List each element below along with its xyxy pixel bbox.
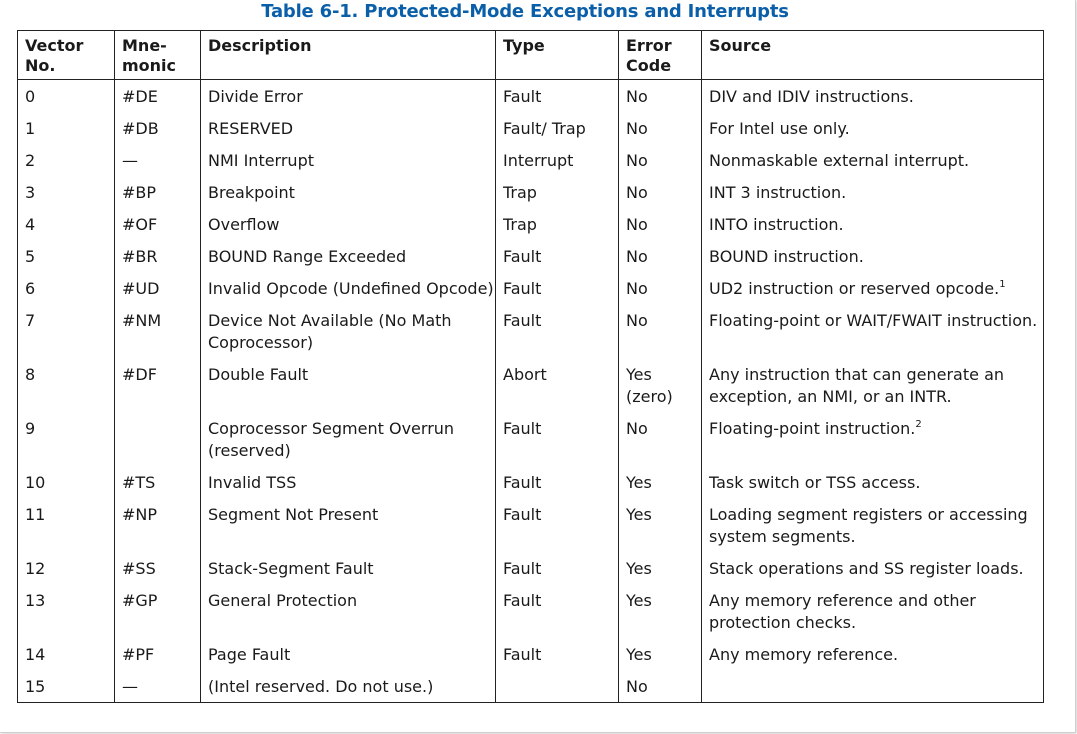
description-cell-text: Divide Error: [208, 87, 303, 106]
mnemonic-cell-text: #DB: [122, 119, 159, 138]
mnemonic-cell: [115, 208, 201, 240]
source-cell-text: Stack operations and SS register loads.: [709, 559, 1024, 578]
source-cell: [702, 638, 1044, 670]
vector-cell: [18, 144, 115, 176]
footnote-marker: 2: [915, 419, 922, 430]
type-cell-text: Fault: [503, 311, 542, 330]
vector-cell: [18, 638, 115, 670]
source-cell-text: For Intel use only.: [709, 119, 850, 138]
table-title: Table 6-1. Protected-Mode Exceptions and Interrupts: [261, 1, 789, 22]
type-cell-text: Fault/ Trap: [503, 119, 586, 138]
vector-cell-text: 12: [25, 559, 46, 578]
table-row: [18, 272, 1044, 304]
mnemonic-cell: [115, 412, 201, 466]
source-cell: [702, 412, 1044, 466]
source-cell: [702, 670, 1044, 703]
description-cell-text: Overflow: [208, 215, 280, 234]
type-cell-text: Fault: [503, 591, 542, 610]
description-cell: [201, 176, 496, 208]
table-row: [18, 412, 1044, 466]
source-cell: [702, 112, 1044, 144]
vector-cell: [18, 272, 115, 304]
source-cell-text: Any instruction that can generate an exception, an NMI, or an INTR.: [709, 365, 1005, 406]
description-cell-text: Page Fault: [208, 645, 291, 664]
error-code-cell: [619, 498, 702, 552]
description-cell-text: Stack-Segment Fault: [208, 559, 374, 578]
description-cell: [201, 358, 496, 412]
vector-cell-text: 2: [25, 151, 36, 170]
description-cell-text: NMI Interrupt: [208, 151, 314, 170]
description-cell-text: Double Fault: [208, 365, 309, 384]
error-code-cell-text: Yes (zero): [626, 365, 673, 406]
description-cell-text: Device Not Available (No Math Coprocessor): [208, 311, 452, 352]
error-code-cell-text: No: [626, 119, 648, 138]
error-code-cell: [619, 466, 702, 498]
header-error-code: Error Code: [619, 31, 702, 80]
source-cell-text: Task switch or TSS access.: [709, 473, 921, 492]
source-cell-text: INT 3 instruction.: [709, 183, 847, 202]
header-mnemonic: Mne- monic: [115, 31, 201, 80]
vector-cell: [18, 670, 115, 703]
mnemonic-cell: [115, 584, 201, 638]
source-cell-text: Any memory reference and other protection checks.: [709, 591, 976, 632]
mnemonic-cell-text: #NM: [122, 311, 162, 330]
mnemonic-cell-text: #UD: [122, 279, 160, 298]
description-cell: [201, 552, 496, 584]
vector-cell-text: 9: [25, 419, 36, 438]
footnote-marker: 1: [999, 279, 1006, 290]
vector-cell: [18, 112, 115, 144]
table-row: [18, 358, 1044, 412]
vector-cell-text: 4: [25, 215, 36, 234]
type-cell: [496, 584, 619, 638]
vector-cell-text: 0: [25, 87, 36, 106]
description-cell: [201, 272, 496, 304]
type-cell: [496, 412, 619, 466]
error-code-cell-text: No: [626, 677, 648, 696]
vector-cell: [18, 358, 115, 412]
type-cell: [496, 112, 619, 144]
vector-cell: [18, 176, 115, 208]
source-cell: [702, 272, 1044, 304]
vector-cell-text: 7: [25, 311, 36, 330]
error-code-cell-text: Yes: [626, 591, 652, 610]
mnemonic-cell: [115, 466, 201, 498]
mnemonic-cell-text: #OF: [122, 215, 158, 234]
type-cell-text: Trap: [503, 183, 537, 202]
table-row: [18, 552, 1044, 584]
exceptions-table: [17, 30, 1044, 703]
header-description: Description: [201, 31, 496, 80]
table-row: [18, 498, 1044, 552]
vector-cell-text: 14: [25, 645, 46, 664]
error-code-cell: [619, 670, 702, 703]
type-cell: [496, 176, 619, 208]
vector-cell: [18, 466, 115, 498]
header-vector: Vector No.: [18, 31, 115, 80]
type-cell-text: Fault: [503, 87, 542, 106]
type-cell: [496, 144, 619, 176]
error-code-cell: [619, 552, 702, 584]
mnemonic-cell-text: #TS: [122, 473, 156, 492]
description-cell-text: Coprocessor Segment Overrun (reserved): [208, 419, 455, 460]
type-cell: [496, 638, 619, 670]
mnemonic-cell-text: #PF: [122, 645, 155, 664]
vector-cell: [18, 304, 115, 358]
description-cell: [201, 412, 496, 466]
vector-cell-text: 15: [25, 677, 46, 696]
mnemonic-cell-text: #NP: [122, 505, 158, 524]
description-cell: [201, 144, 496, 176]
description-cell: [201, 638, 496, 670]
error-code-cell: [619, 176, 702, 208]
source-cell: [702, 304, 1044, 358]
type-cell-text: Trap: [503, 215, 537, 234]
vector-cell: [18, 584, 115, 638]
error-code-cell: [619, 584, 702, 638]
vector-cell: [18, 208, 115, 240]
type-cell: [496, 466, 619, 498]
table-row: [18, 466, 1044, 498]
mnemonic-cell: [115, 112, 201, 144]
mnemonic-cell-text: #DF: [122, 365, 157, 384]
error-code-cell-text: No: [626, 151, 648, 170]
source-cell-text: UD2 instruction or reserved opcode.: [709, 279, 1000, 298]
source-cell-text: Floating-point or WAIT/FWAIT instruction.: [709, 311, 1038, 330]
error-code-cell-text: Yes: [626, 645, 652, 664]
vector-cell-text: 5: [25, 247, 36, 266]
type-cell-text: Fault: [503, 473, 542, 492]
source-cell: [702, 498, 1044, 552]
source-cell-text: Loading segment registers or accessing system segments.: [709, 505, 1028, 546]
vector-cell: [18, 498, 115, 552]
mnemonic-cell: [115, 304, 201, 358]
type-cell-text: Fault: [503, 247, 542, 266]
description-cell-text: Invalid Opcode (Undefined Opcode): [208, 279, 494, 298]
error-code-cell: [619, 358, 702, 412]
mnemonic-cell: [115, 670, 201, 703]
mnemonic-cell: [115, 552, 201, 584]
table-row: [18, 208, 1044, 240]
type-cell-text: Fault: [503, 645, 542, 664]
error-code-cell: [619, 240, 702, 272]
vector-cell: [18, 412, 115, 466]
mnemonic-cell: [115, 80, 201, 113]
error-code-cell-text: No: [626, 183, 648, 202]
description-cell: [201, 498, 496, 552]
mnemonic-cell-text: #BR: [122, 247, 158, 266]
error-code-cell: [619, 272, 702, 304]
source-cell: [702, 584, 1044, 638]
type-cell: [496, 670, 619, 703]
vector-cell: [18, 80, 115, 113]
error-code-cell-text: No: [626, 215, 648, 234]
source-cell: [702, 358, 1044, 412]
error-code-cell-text: Yes: [626, 559, 652, 578]
description-cell: [201, 80, 496, 113]
description-cell: [201, 240, 496, 272]
description-cell-text: (Intel reserved. Do not use.): [208, 677, 434, 696]
source-cell: [702, 240, 1044, 272]
vector-cell-text: 1: [25, 119, 36, 138]
error-code-cell: [619, 638, 702, 670]
source-cell-text: INTO instruction.: [709, 215, 844, 234]
error-code-cell-text: No: [626, 311, 648, 330]
description-cell: [201, 466, 496, 498]
description-cell-text: Segment Not Present: [208, 505, 379, 524]
type-cell-text: Fault: [503, 419, 542, 438]
source-cell: [702, 552, 1044, 584]
mnemonic-cell-text: —: [122, 151, 138, 170]
table-row: [18, 112, 1044, 144]
source-cell-text: Nonmaskable external interrupt.: [709, 151, 970, 170]
type-cell: [496, 240, 619, 272]
table-row: [18, 176, 1044, 208]
table-row: [18, 144, 1044, 176]
mnemonic-cell: [115, 638, 201, 670]
error-code-cell: [619, 112, 702, 144]
table-row: [18, 584, 1044, 638]
vector-cell-text: 3: [25, 183, 36, 202]
table-row: [18, 80, 1044, 113]
mnemonic-cell-text: —: [122, 677, 138, 696]
error-code-cell: [619, 144, 702, 176]
vector-cell: [18, 240, 115, 272]
source-cell: [702, 176, 1044, 208]
error-code-cell: [619, 208, 702, 240]
table-row: [18, 638, 1044, 670]
type-cell: [496, 208, 619, 240]
description-cell-text: Breakpoint: [208, 183, 295, 202]
error-code-cell: [619, 304, 702, 358]
type-cell: [496, 498, 619, 552]
mnemonic-cell: [115, 272, 201, 304]
mnemonic-cell-text: #BP: [122, 183, 157, 202]
type-cell-text: Abort: [503, 365, 547, 384]
description-cell-text: BOUND Range Exceeded: [208, 247, 407, 266]
type-cell-text: Fault: [503, 505, 542, 524]
description-cell: [201, 208, 496, 240]
source-cell-text: BOUND instruction.: [709, 247, 864, 266]
description-cell: [201, 112, 496, 144]
mnemonic-cell-text: #SS: [122, 559, 156, 578]
vector-cell-text: 11: [25, 505, 46, 524]
source-cell: [702, 144, 1044, 176]
mnemonic-cell: [115, 240, 201, 272]
mnemonic-cell: [115, 144, 201, 176]
error-code-cell: [619, 412, 702, 466]
mnemonic-cell: [115, 358, 201, 412]
vector-cell: [18, 552, 115, 584]
type-cell-text: Interrupt: [503, 151, 574, 170]
mnemonic-cell-text: #GP: [122, 591, 158, 610]
type-cell: [496, 80, 619, 113]
error-code-cell-text: No: [626, 87, 648, 106]
source-cell-text: DIV and IDIV instructions.: [709, 87, 914, 106]
table-row: [18, 304, 1044, 358]
type-cell-text: Fault: [503, 559, 542, 578]
type-cell: [496, 358, 619, 412]
type-cell: [496, 552, 619, 584]
vector-cell-text: 6: [25, 279, 36, 298]
error-code-cell-text: No: [626, 279, 648, 298]
table-row: [18, 670, 1044, 703]
mnemonic-cell: [115, 176, 201, 208]
description-cell-text: Invalid TSS: [208, 473, 297, 492]
source-cell-text: Floating-point instruction.: [709, 419, 916, 438]
error-code-cell-text: No: [626, 419, 648, 438]
type-cell: [496, 304, 619, 358]
vector-cell-text: 13: [25, 591, 46, 610]
type-cell: [496, 272, 619, 304]
source-cell: [702, 208, 1044, 240]
description-cell-text: General Protection: [208, 591, 358, 610]
description-cell-text: RESERVED: [208, 119, 294, 138]
mnemonic-cell: [115, 498, 201, 552]
description-cell: [201, 584, 496, 638]
error-code-cell-text: Yes: [626, 505, 652, 524]
source-cell: [702, 466, 1044, 498]
source-cell: [702, 80, 1044, 113]
header-row: [18, 31, 1044, 80]
table-row: [18, 240, 1044, 272]
mnemonic-cell-text: #DE: [122, 87, 158, 106]
vector-cell-text: 10: [25, 473, 46, 492]
header-source: Source: [702, 31, 1044, 80]
description-cell: [201, 304, 496, 358]
vector-cell-text: 8: [25, 365, 36, 384]
source-cell-text: Any memory reference.: [709, 645, 899, 664]
error-code-cell-text: Yes: [626, 473, 652, 492]
header-type: Type: [496, 31, 619, 80]
error-code-cell-text: No: [626, 247, 648, 266]
error-code-cell: [619, 80, 702, 113]
description-cell: [201, 670, 496, 703]
type-cell-text: Fault: [503, 279, 542, 298]
